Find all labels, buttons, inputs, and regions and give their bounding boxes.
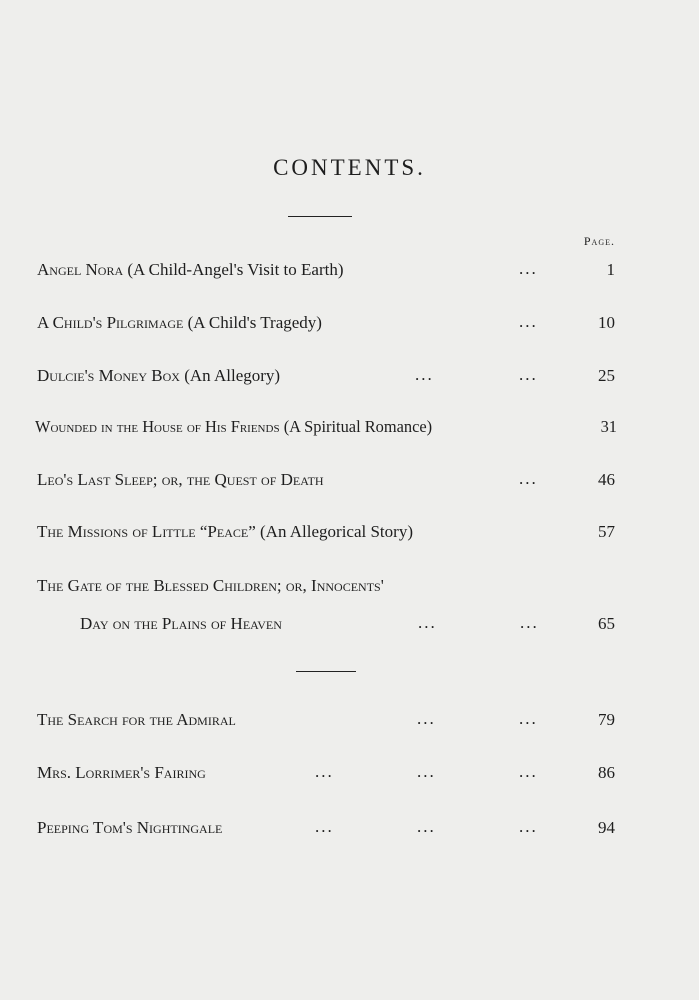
entry-subtitle: (A Child-Angel's Visit to Earth) [127,260,344,279]
leader-dots: ... [519,469,538,488]
entry-page: 65 [598,614,615,633]
entry-page: 94 [598,818,615,837]
leader-dots: ... [417,709,436,728]
entry-page: 10 [598,313,615,332]
leader-dots: ... [519,365,538,384]
leader-dots: ... [417,817,436,836]
entry-title: Angel Nora [37,260,124,279]
leader-dots: ... [519,312,538,331]
leader-dots: ... [415,365,434,384]
entry-title: Leo's Last Sleep; or, the Quest of Death [37,470,324,489]
toc-entry [37,260,615,280]
entry-title: Mrs. Lorrimer's Fairing [37,763,206,782]
toc-entry [37,818,615,838]
leader-dots: ... [519,817,538,836]
leader-dots: ... [519,259,538,278]
section-rule [296,671,356,672]
entry-title: Dulcie's Money Box [37,366,180,385]
entry-subtitle: (A Spiritual Romance) [283,417,433,436]
leader-dots: ... [520,613,539,632]
toc-entry [37,470,615,490]
entry-title: The Search for the Admiral [37,710,236,729]
entry-page: 86 [598,763,615,782]
entry-page: 31 [600,417,617,436]
entry-subtitle: (An Allegory) [184,366,281,385]
toc-entry [37,576,615,596]
entry-page: 25 [598,366,615,385]
entry-title: A Child's Pilgrimage [37,313,184,332]
entry-page: 1 [606,260,615,279]
entry-title: Day on the Plains of Heaven [80,614,282,633]
entry-page: 46 [598,470,615,489]
entry-page: 79 [598,710,615,729]
toc-entry [37,710,615,730]
toc-entry [37,366,615,386]
leader-dots: ... [315,762,334,781]
toc-entry [37,763,615,783]
leader-dots: ... [418,613,437,632]
toc-entry [37,522,615,542]
entry-title: Peeping Tom's Nightingale [37,818,223,837]
entry-page: 57 [598,522,615,541]
leader-dots: ... [519,709,538,728]
entry-title: The Missions of Little “Peace” [37,522,256,541]
toc-entry [35,417,617,437]
leader-dots: ... [519,762,538,781]
leader-dots: ... [315,817,334,836]
title-rule [288,216,352,217]
leader-dots: ... [417,762,436,781]
toc-entry [37,313,615,333]
entry-title: The Gate of the Blessed Children; or, Innocents' [37,576,384,595]
toc-entry-continuation [80,614,615,634]
entry-subtitle: (A Child's Tragedy) [187,313,322,332]
entry-subtitle: (An Allegorical Story) [260,522,413,541]
page-column-label: Page. [583,234,615,248]
page-title: CONTENTS. [273,155,426,180]
entry-title: Wounded in the House of His Friends [35,417,280,436]
